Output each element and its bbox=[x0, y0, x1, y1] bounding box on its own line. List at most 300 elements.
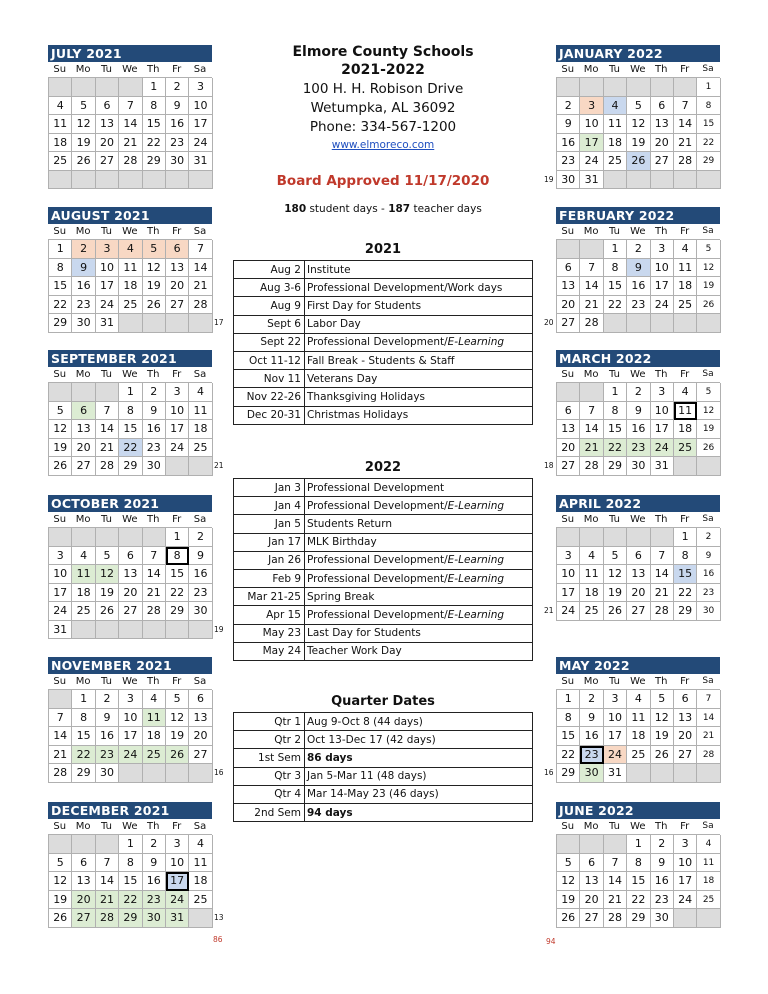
day-cell: 5 bbox=[49, 854, 72, 873]
month-day-count: 17 bbox=[214, 318, 224, 327]
day-cell: 10 bbox=[604, 709, 627, 728]
weekday-label: We bbox=[122, 514, 138, 525]
day-cell: 8 bbox=[604, 259, 627, 278]
day-cell: 4 bbox=[580, 547, 603, 566]
event-description bbox=[305, 297, 533, 315]
day-cell: 20 bbox=[166, 277, 189, 296]
weekday-label: Fr bbox=[680, 64, 690, 75]
day-cell: 16 bbox=[697, 565, 720, 584]
event-text-italic: E-Learning bbox=[447, 572, 505, 585]
day-cell: 18 bbox=[189, 420, 212, 439]
empty-day-cell bbox=[119, 528, 142, 547]
day-grid bbox=[48, 239, 212, 333]
event-text: Oct 13-Dec 17 (42 days) bbox=[307, 733, 436, 746]
day-cell: 19 bbox=[49, 439, 72, 458]
day-cell: 27 bbox=[557, 314, 580, 333]
day-cell: 25 bbox=[49, 152, 72, 171]
empty-day-cell bbox=[674, 909, 697, 928]
event-description bbox=[305, 315, 533, 333]
day-cell: 6 bbox=[119, 547, 142, 566]
day-counts bbox=[232, 203, 534, 215]
weekday-label: Fr bbox=[172, 226, 182, 237]
weekday-header bbox=[556, 674, 720, 689]
event-row bbox=[234, 551, 533, 569]
day-cell: 9 bbox=[627, 259, 650, 278]
empty-day-cell bbox=[651, 171, 674, 190]
day-cell: 20 bbox=[674, 727, 697, 746]
day-cell: 2 bbox=[580, 690, 603, 709]
event-description bbox=[305, 785, 533, 803]
day-cell: 29 bbox=[697, 152, 720, 171]
day-cell: 10 bbox=[557, 565, 580, 584]
event-text: First Day for Students bbox=[307, 299, 422, 312]
day-cell: 22 bbox=[557, 746, 580, 765]
day-cell: 4 bbox=[674, 383, 697, 402]
event-date: Sept 22 bbox=[234, 333, 305, 351]
day-cell: 10 bbox=[651, 402, 674, 421]
day-cell: 4 bbox=[189, 835, 212, 854]
empty-day-cell bbox=[557, 78, 580, 97]
day-cell: 8 bbox=[166, 547, 189, 566]
weekday-label: Su bbox=[561, 369, 575, 380]
day-cell: 17 bbox=[49, 584, 72, 603]
day-cell: 23 bbox=[143, 439, 166, 458]
day-cell: 16 bbox=[143, 420, 166, 439]
weekday-header bbox=[48, 674, 212, 689]
weekday-label: Fr bbox=[172, 676, 182, 687]
day-grid bbox=[556, 239, 720, 333]
day-cell: 23 bbox=[143, 891, 166, 910]
day-cell: 8 bbox=[49, 259, 72, 278]
event-row bbox=[234, 588, 533, 606]
day-cell: 14 bbox=[96, 872, 119, 891]
day-cell: 16 bbox=[189, 565, 212, 584]
empty-day-cell bbox=[96, 528, 119, 547]
weekday-label: Sa bbox=[702, 64, 714, 74]
empty-day-cell bbox=[119, 171, 142, 190]
empty-day-cell bbox=[604, 78, 627, 97]
weekday-label: Su bbox=[53, 64, 67, 75]
calendar-april-2022 bbox=[544, 495, 720, 621]
weekday-label: Mo bbox=[75, 514, 91, 525]
weekday-label: Fr bbox=[172, 514, 182, 525]
day-cell: 3 bbox=[651, 240, 674, 259]
day-cell: 5 bbox=[651, 690, 674, 709]
day-cell: 1 bbox=[604, 383, 627, 402]
day-cell: 12 bbox=[697, 402, 720, 421]
day-grid bbox=[48, 77, 212, 189]
day-cell: 16 bbox=[166, 115, 189, 134]
day-cell: 4 bbox=[119, 240, 142, 259]
event-text: Professional Development/ bbox=[307, 499, 448, 512]
event-date: Jan 4 bbox=[234, 497, 305, 515]
day-cell: 30 bbox=[557, 171, 580, 190]
day-cell: 9 bbox=[96, 709, 119, 728]
day-cell: 15 bbox=[72, 727, 95, 746]
day-cell: 26 bbox=[143, 296, 166, 315]
day-cell: 8 bbox=[72, 709, 95, 728]
day-cell: 11 bbox=[143, 709, 166, 728]
empty-day-cell bbox=[72, 171, 95, 190]
day-cell: 6 bbox=[166, 240, 189, 259]
day-cell: 5 bbox=[96, 547, 119, 566]
day-cell: 3 bbox=[557, 547, 580, 566]
day-cell: 29 bbox=[143, 152, 166, 171]
weekday-label: Th bbox=[147, 369, 160, 380]
day-cell: 20 bbox=[96, 134, 119, 153]
day-cell: 28 bbox=[697, 746, 720, 765]
day-cell: 21 bbox=[580, 439, 603, 458]
day-cell: 26 bbox=[651, 746, 674, 765]
event-description bbox=[305, 479, 533, 497]
empty-day-cell bbox=[627, 171, 650, 190]
month-title: JULY 2021 bbox=[48, 45, 212, 62]
event-date: Nov 11 bbox=[234, 370, 305, 388]
month-title: AUGUST 2021 bbox=[48, 207, 212, 224]
empty-day-cell bbox=[189, 621, 212, 640]
weekday-label: Su bbox=[561, 226, 575, 237]
day-cell: 19 bbox=[604, 584, 627, 603]
event-text-italic: E-Learning bbox=[447, 554, 505, 567]
weekday-label: We bbox=[630, 369, 646, 380]
day-cell: 17 bbox=[189, 115, 212, 134]
event-text: Jan 5-Mar 11 (48 days) bbox=[307, 770, 427, 783]
day-cell: 17 bbox=[166, 872, 189, 891]
day-cell: 28 bbox=[604, 909, 627, 928]
day-cell: 4 bbox=[72, 547, 95, 566]
day-cell: 3 bbox=[119, 690, 142, 709]
event-text: 94 days bbox=[307, 806, 353, 819]
semester-2-total: 94 bbox=[546, 937, 556, 946]
empty-day-cell bbox=[72, 78, 95, 97]
day-cell: 31 bbox=[166, 909, 189, 928]
weekday-label: Mo bbox=[75, 226, 91, 237]
empty-day-cell bbox=[697, 764, 720, 783]
month-day-count: 21 bbox=[214, 461, 224, 470]
weekday-label: We bbox=[630, 821, 646, 832]
day-cell: 11 bbox=[674, 259, 697, 278]
empty-day-cell bbox=[49, 78, 72, 97]
day-cell: 31 bbox=[96, 314, 119, 333]
day-cell: 13 bbox=[166, 259, 189, 278]
event-row bbox=[234, 297, 533, 315]
weekday-label: Tu bbox=[609, 821, 620, 832]
day-cell: 8 bbox=[557, 709, 580, 728]
empty-day-cell bbox=[604, 314, 627, 333]
day-cell: 5 bbox=[49, 402, 72, 421]
day-cell: 5 bbox=[72, 97, 95, 116]
month-day-count: 16 bbox=[544, 768, 554, 777]
day-cell: 27 bbox=[674, 746, 697, 765]
weekday-label: Su bbox=[561, 821, 575, 832]
event-text: Veterans Day bbox=[307, 372, 378, 385]
day-cell: 28 bbox=[143, 602, 166, 621]
weekday-label: We bbox=[122, 64, 138, 75]
empty-day-cell bbox=[143, 171, 166, 190]
month-day-count: 20 bbox=[544, 318, 554, 327]
day-cell: 22 bbox=[143, 134, 166, 153]
events-2021-table bbox=[233, 260, 533, 425]
day-cell: 22 bbox=[49, 296, 72, 315]
day-cell: 5 bbox=[627, 97, 650, 116]
day-cell: 27 bbox=[72, 909, 95, 928]
day-cell: 15 bbox=[119, 872, 142, 891]
event-text: 86 days bbox=[307, 751, 353, 764]
day-cell: 2 bbox=[143, 835, 166, 854]
day-cell: 10 bbox=[119, 709, 142, 728]
weekday-label: We bbox=[122, 821, 138, 832]
event-date: Qtr 4 bbox=[234, 785, 305, 803]
weekday-header bbox=[556, 224, 720, 239]
calendar-september-2021 bbox=[48, 350, 224, 476]
event-description bbox=[305, 279, 533, 297]
day-cell: 10 bbox=[166, 854, 189, 873]
day-cell: 21 bbox=[189, 277, 212, 296]
day-cell: 25 bbox=[674, 296, 697, 315]
month-title: SEPTEMBER 2021 bbox=[48, 350, 212, 367]
weekday-label: Sa bbox=[193, 514, 207, 525]
phone: Phone: 334-567-1200 bbox=[309, 119, 457, 135]
month-title: APRIL 2022 bbox=[556, 495, 720, 512]
day-cell: 14 bbox=[96, 420, 119, 439]
day-cell: 3 bbox=[166, 835, 189, 854]
day-cell: 18 bbox=[674, 420, 697, 439]
day-cell: 16 bbox=[580, 727, 603, 746]
day-cell: 17 bbox=[674, 872, 697, 891]
empty-day-cell bbox=[627, 78, 650, 97]
event-description bbox=[305, 406, 533, 424]
website-link[interactable]: www.elmoreco.com bbox=[331, 139, 435, 151]
day-cell: 30 bbox=[189, 602, 212, 621]
day-cell: 20 bbox=[627, 584, 650, 603]
day-cell: 24 bbox=[651, 439, 674, 458]
empty-day-cell bbox=[189, 764, 212, 783]
empty-day-cell bbox=[143, 621, 166, 640]
event-text: Spring Break bbox=[307, 590, 375, 603]
day-cell: 9 bbox=[557, 115, 580, 134]
weekday-label: Fr bbox=[172, 821, 182, 832]
empty-day-cell bbox=[580, 528, 603, 547]
day-cell: 2 bbox=[651, 835, 674, 854]
day-cell: 22 bbox=[674, 584, 697, 603]
day-cell: 1 bbox=[604, 240, 627, 259]
day-cell: 7 bbox=[580, 402, 603, 421]
day-cell: 13 bbox=[557, 277, 580, 296]
empty-day-cell bbox=[72, 383, 95, 402]
teacher-days-label: teacher days bbox=[410, 203, 482, 215]
day-cell: 22 bbox=[697, 134, 720, 153]
event-description bbox=[305, 370, 533, 388]
day-cell: 13 bbox=[189, 709, 212, 728]
day-cell: 28 bbox=[674, 152, 697, 171]
day-cell: 11 bbox=[72, 565, 95, 584]
day-cell: 18 bbox=[119, 277, 142, 296]
event-row bbox=[234, 749, 533, 767]
month-title: JUNE 2022 bbox=[556, 802, 720, 819]
day-cell: 25 bbox=[189, 891, 212, 910]
weekday-label: Th bbox=[147, 226, 160, 237]
calendar-june-2022 bbox=[556, 802, 720, 928]
day-cell: 25 bbox=[674, 439, 697, 458]
day-cell: 23 bbox=[189, 584, 212, 603]
empty-day-cell bbox=[557, 528, 580, 547]
day-cell: 25 bbox=[697, 891, 720, 910]
day-cell: 24 bbox=[604, 746, 627, 765]
event-date: 1st Sem bbox=[234, 749, 305, 767]
day-cell: 12 bbox=[604, 565, 627, 584]
event-text: Mar 14-May 23 (46 days) bbox=[307, 788, 439, 801]
day-cell: 31 bbox=[49, 621, 72, 640]
month-title: FEBRUARY 2022 bbox=[556, 207, 720, 224]
empty-day-cell bbox=[166, 621, 189, 640]
day-cell: 17 bbox=[119, 727, 142, 746]
day-cell: 22 bbox=[604, 439, 627, 458]
weekday-label: Mo bbox=[583, 514, 599, 525]
day-cell: 7 bbox=[189, 240, 212, 259]
day-cell: 3 bbox=[580, 97, 603, 116]
day-cell: 25 bbox=[119, 296, 142, 315]
empty-day-cell bbox=[49, 383, 72, 402]
weekday-label: Su bbox=[561, 676, 575, 687]
day-cell: 15 bbox=[166, 565, 189, 584]
day-cell: 19 bbox=[96, 584, 119, 603]
month-day-count: 19 bbox=[214, 624, 224, 634]
empty-day-cell bbox=[674, 457, 697, 476]
day-cell: 17 bbox=[604, 727, 627, 746]
event-row bbox=[234, 497, 533, 515]
weekday-label: Mo bbox=[583, 64, 599, 75]
day-cell: 7 bbox=[651, 547, 674, 566]
weekday-header bbox=[556, 819, 720, 834]
event-row bbox=[234, 315, 533, 333]
events-2021-heading: 2021 bbox=[364, 242, 402, 257]
day-cell: 2 bbox=[166, 78, 189, 97]
weekday-label: Th bbox=[655, 226, 668, 237]
weekday-label: Tu bbox=[609, 64, 620, 75]
day-grid bbox=[556, 527, 720, 621]
empty-day-cell bbox=[49, 690, 72, 709]
weekday-label: Fr bbox=[680, 226, 690, 237]
calendar-july-2021 bbox=[48, 45, 212, 189]
day-cell: 23 bbox=[697, 584, 720, 603]
weekday-label: Tu bbox=[101, 821, 112, 832]
weekday-label: Su bbox=[561, 514, 575, 525]
empty-day-cell bbox=[119, 314, 142, 333]
event-description bbox=[305, 749, 533, 767]
day-cell: 9 bbox=[166, 97, 189, 116]
day-cell: 14 bbox=[697, 709, 720, 728]
day-cell: 11 bbox=[580, 565, 603, 584]
event-date: Aug 2 bbox=[234, 261, 305, 279]
day-cell: 11 bbox=[189, 402, 212, 421]
day-cell: 29 bbox=[119, 457, 142, 476]
day-cell: 5 bbox=[166, 690, 189, 709]
empty-day-cell bbox=[604, 528, 627, 547]
event-date: Dec 20-31 bbox=[234, 406, 305, 424]
day-cell: 22 bbox=[604, 296, 627, 315]
day-cell: 6 bbox=[72, 402, 95, 421]
day-cell: 21 bbox=[651, 584, 674, 603]
event-description bbox=[305, 261, 533, 279]
weekday-label: Su bbox=[53, 821, 67, 832]
day-cell: 6 bbox=[96, 97, 119, 116]
day-cell: 7 bbox=[580, 259, 603, 278]
school-year: 2021-2022 bbox=[341, 62, 425, 78]
weekday-label: Sa bbox=[193, 369, 207, 380]
weekday-label: Mo bbox=[75, 821, 91, 832]
month-day-count: 21 bbox=[544, 606, 554, 615]
day-cell: 14 bbox=[189, 259, 212, 278]
weekday-label: Su bbox=[53, 226, 67, 237]
day-cell: 19 bbox=[557, 891, 580, 910]
month-day-count: 16 bbox=[214, 768, 224, 777]
event-description bbox=[305, 569, 533, 587]
empty-day-cell bbox=[119, 78, 142, 97]
day-cell: 18 bbox=[697, 872, 720, 891]
event-date: Jan 26 bbox=[234, 551, 305, 569]
event-text-italic: E-Learning bbox=[447, 336, 505, 349]
day-cell: 9 bbox=[143, 854, 166, 873]
day-cell: 16 bbox=[143, 872, 166, 891]
day-cell: 12 bbox=[697, 259, 720, 278]
empty-day-cell bbox=[49, 835, 72, 854]
empty-day-cell bbox=[119, 621, 142, 640]
event-description bbox=[305, 351, 533, 369]
calendar-august-2021 bbox=[48, 207, 224, 333]
empty-day-cell bbox=[96, 621, 119, 640]
day-cell: 23 bbox=[627, 439, 650, 458]
empty-day-cell bbox=[651, 314, 674, 333]
empty-day-cell bbox=[674, 171, 697, 190]
day-grid bbox=[48, 527, 212, 639]
day-cell: 31 bbox=[189, 152, 212, 171]
day-cell: 9 bbox=[143, 402, 166, 421]
weekday-label: Fr bbox=[172, 64, 182, 75]
weekday-label: Th bbox=[655, 821, 668, 832]
event-text: Fall Break - Students & Staff bbox=[307, 354, 455, 367]
event-date: May 23 bbox=[234, 624, 305, 642]
empty-day-cell bbox=[189, 909, 212, 928]
day-grid bbox=[556, 834, 720, 928]
day-cell: 4 bbox=[49, 97, 72, 116]
day-cell: 18 bbox=[627, 727, 650, 746]
event-description bbox=[305, 767, 533, 785]
weekday-label: Su bbox=[53, 369, 67, 380]
day-cell: 13 bbox=[557, 420, 580, 439]
day-cell: 27 bbox=[651, 152, 674, 171]
event-date: Jan 5 bbox=[234, 515, 305, 533]
day-cell: 24 bbox=[674, 891, 697, 910]
day-cell: 25 bbox=[580, 602, 603, 621]
empty-day-cell bbox=[143, 764, 166, 783]
day-cell: 30 bbox=[697, 602, 720, 621]
event-text-italic: E-Learning bbox=[447, 608, 505, 621]
day-cell: 27 bbox=[119, 602, 142, 621]
day-cell: 12 bbox=[49, 872, 72, 891]
day-cell: 27 bbox=[166, 296, 189, 315]
day-cell: 15 bbox=[143, 115, 166, 134]
empty-day-cell bbox=[627, 314, 650, 333]
day-cell: 9 bbox=[697, 547, 720, 566]
day-cell: 21 bbox=[604, 891, 627, 910]
empty-day-cell bbox=[143, 314, 166, 333]
day-cell: 20 bbox=[119, 584, 142, 603]
event-text: Students Return bbox=[307, 517, 392, 530]
day-cell: 14 bbox=[580, 277, 603, 296]
day-cell: 31 bbox=[651, 457, 674, 476]
day-cell: 3 bbox=[651, 383, 674, 402]
day-cell: 23 bbox=[627, 296, 650, 315]
